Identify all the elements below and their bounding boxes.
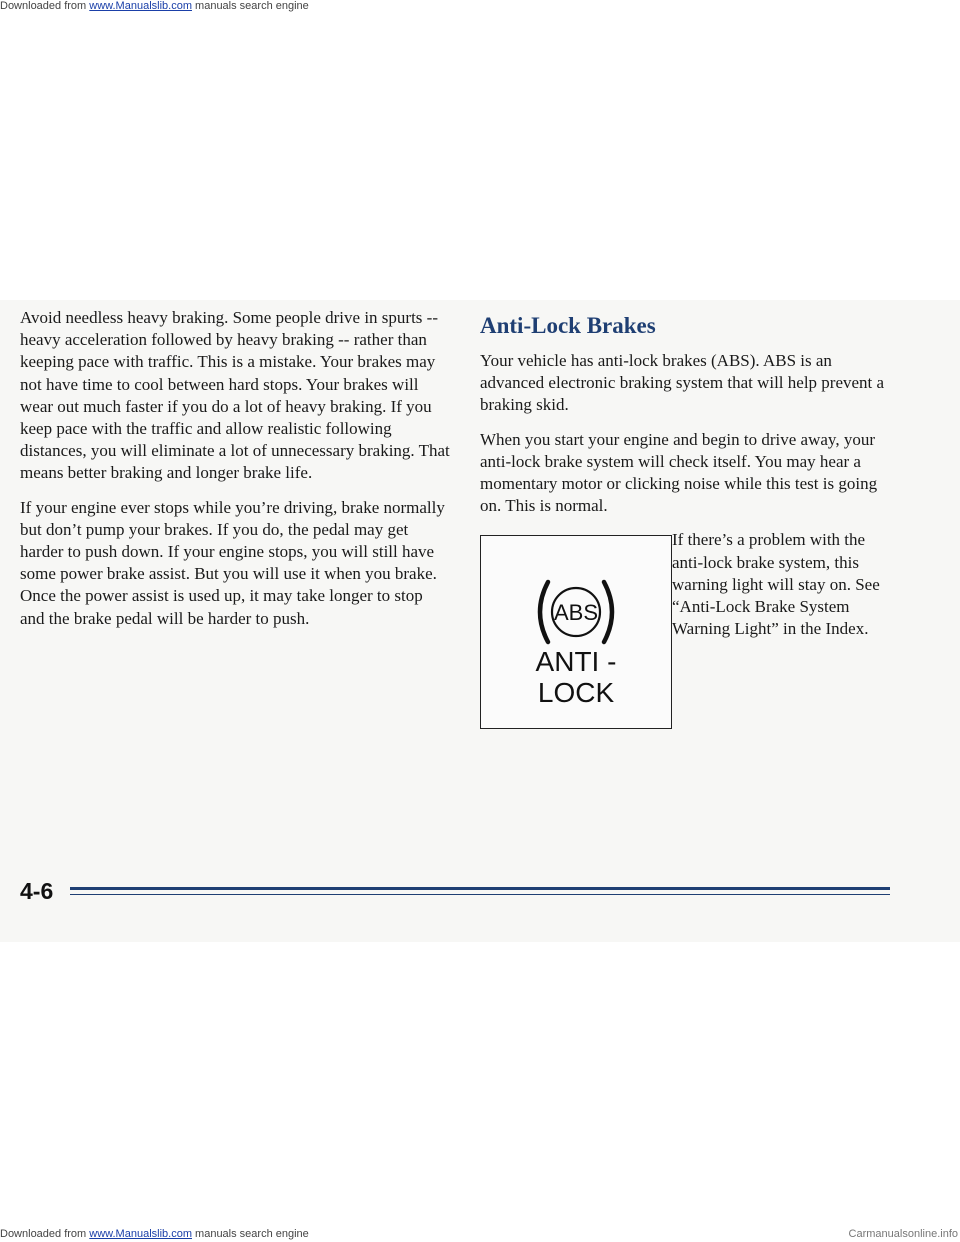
warning-light-row [480,529,900,729]
warning-light-description: If there’s a problem with the anti-lock brake system, this warning light will stay on. See “Anti-Lock Brake System Warning Light” in the Index. [672,530,880,639]
abs-warning-light-box [480,535,672,729]
footer-rule-thick [70,887,890,890]
carmanuals-watermark: Carmanualsonline.info [848,1228,958,1240]
download-suffix-bottom: manuals search engine [191,1228,309,1240]
left-column [20,307,450,642]
anti-lock-label-line1: ANTI - [535,646,617,678]
download-prefix-bottom: Downloaded from [0,1228,90,1240]
download-notice-bottom [0,1228,309,1240]
page-number: 4-6 [20,878,54,904]
anti-lock-label-line2: LOCK [537,677,615,709]
page-footer [20,876,890,906]
paragraph-abs-intro: Your vehicle has anti-lock brakes (ABS). ABS is an advanced electronic braking system that will help prevent a braking skid. [480,351,885,415]
abs-symbol-text: ABS [553,600,599,626]
paragraph-abs-self-check: When you start your engine and begin to drive away, your anti-lock brake system will check itself. You may hear a momentary motor or clicking noise while this test is going on. This is normal. [480,429,878,516]
download-suffix: manuals search engine [191,0,309,12]
download-prefix: Downloaded from [0,0,90,12]
download-notice-top [0,0,309,12]
paragraph-heavy-braking: Avoid needless heavy braking. Some people drive in spurts -- heavy acceleration followed by heavy braking -- rather than keeping pace with traffic. This is a mistake. Your brakes may not have time to cool between hard stops. Your brakes will wear out much faster if you do a lot of heavy braking. If you keep pace with the traffic and allow realistic following distances, you will eliminate a lot of unnecessary braking. That means better braking and longer brake life. [20,308,450,483]
manualslib-link-top[interactable]: www.Manualslib.com [89,0,192,12]
right-column [480,312,900,729]
abs-warning-icon [526,574,626,650]
footer-rule-thin [70,894,890,895]
manualslib-link-bottom[interactable]: www.Manualslib.com [89,1228,192,1240]
paragraph-engine-stops: If your engine ever stops while you’re driving, brake normally but don’t pump your brakes. If you do, the pedal may get harder to push down. If your engine stops, you will still have some power brake assist. But you will use it when you brake. Once the power assist is used up, it may take longer to stop and the brake pedal will be harder to push. [20,497,445,628]
section-heading: Anti-Lock Brakes [480,313,656,338]
anti-lock-label [481,646,671,708]
